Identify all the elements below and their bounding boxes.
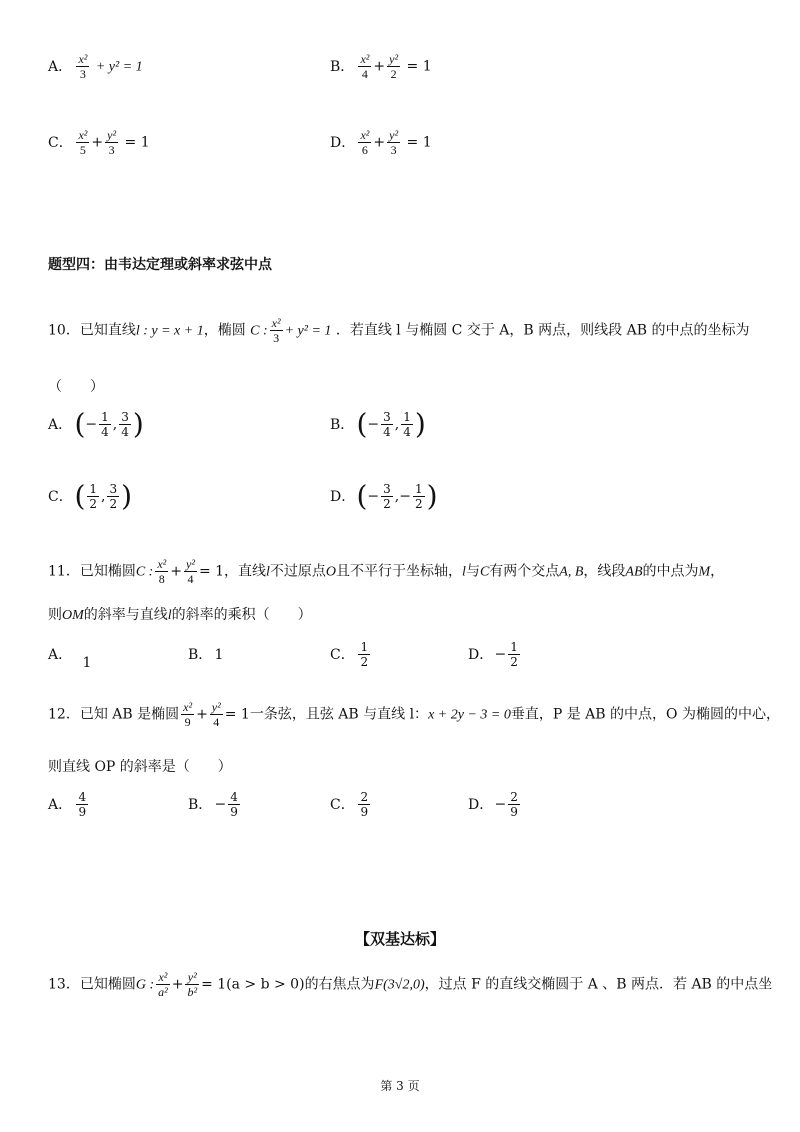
q11-option-c[interactable]: C． $\frac{1}{2}$ [330, 640, 369, 669]
q10-answer-blank: （ ） [48, 379, 104, 395]
fraction: $\frac{\text{x²}}{6}$ [360, 128, 370, 157]
q10-option-a[interactable]: A． (− $\frac{1}{4}$ , $\frac{3}{4}$ ) [48, 407, 144, 441]
q10-stem: 10．已知直线l : y = x + 1，椭圆 C : $\frac{\text{x²}}{3}$ + y² = 1 ．若直线 l 与椭圆 C 交于 A，B 两点，则线段 AB 的中点的坐标为 [48, 316, 750, 345]
fraction: $\frac{\text{y²}}{3}$ [107, 128, 117, 157]
fraction: $\frac{\text{x²}}{4}$ [360, 52, 370, 81]
q12-option-a[interactable]: A． $\frac{4}{9}$ [48, 790, 87, 819]
q9-option-b[interactable]: B． $\frac{\text{x²}}{4}$ + $\frac{\text{y²}}{2}$ = 1 [330, 52, 432, 81]
q10-option-d[interactable]: D． (− $\frac{3}{2}$ ,− $\frac{1}{2}$ ) [330, 479, 438, 513]
q11-stem-line1: 11．已知椭圆C : $\frac{\text{x²}}{8}$ + $\frac{\text{y²}}{4}$ = 1，直线l不过原点O且不平行于坐标轴，l与C有两个交点A, B，线段AB的中点为M， [48, 557, 725, 586]
q12-option-d[interactable]: D． − $\frac{2}{9}$ [468, 790, 518, 819]
q11-stem-line2: 则OM的斜率与直线l的斜率的乘积（ ） [48, 607, 312, 623]
fraction: $\frac{\text{x²}}{8}$ [157, 557, 167, 586]
q10-option-b[interactable]: B． (− $\frac{3}{4}$ , $\frac{1}{4}$ ) [330, 407, 426, 441]
q11-option-a[interactable]: A． 1 [48, 647, 92, 671]
fraction: $\frac{\text{x²}}{3}$ [271, 316, 281, 345]
q12-stem-line1: 12．已知 AB 是椭圆 $\frac{\text{x²}}{9}$ + $\frac{\text{y²}}{4}$ = 1一条弦，且弦 AB 与直线 l：x + 2y − 3 = 0垂直，P 是 AB 的中点，O 为椭圆的中心， [48, 700, 780, 729]
q9-option-d[interactable]: D． $\frac{\text{x²}}{6}$ + $\frac{\text{y²}}{3}$ = 1 [330, 128, 432, 157]
page-number: 第 3 页 [380, 1079, 420, 1093]
q10-option-c[interactable]: C． ( $\frac{1}{2}$ , $\frac{3}{2}$ ) [48, 479, 133, 513]
fraction: $\frac{\text{y²}}{4}$ [211, 700, 221, 729]
fraction: $\frac{\text{x²}}{3}$ [78, 52, 88, 81]
fraction: $\frac{\text{y²}}{2}$ [389, 52, 399, 81]
fraction: $\frac{\text{x²}}{5}$ [78, 128, 88, 157]
section-heading: 【双基达标】 [354, 930, 445, 948]
fraction: $\frac{\text{y²}}{3}$ [389, 128, 399, 157]
q11-option-d[interactable]: D． − $\frac{1}{2}$ [468, 640, 518, 669]
q11-option-b[interactable]: B． 1 [188, 647, 224, 663]
fraction: $\frac{\text{x²}}{9}$ [183, 700, 193, 729]
q13-stem: 13．已知椭圆G : $\frac{\text{x²}}{\text{a²}}$ + $\frac{\text{y²}}{\text{b²}}$ = 1(a > b > 0)的右焦点为F(3√2,0)，过点 F 的直线交椭圆于 A 、B 两点．若 AB 的中点坐 [48, 970, 773, 999]
q9-option-c[interactable]: C． $\frac{\text{x²}}{5}$ + $\frac{\text{y²}}{3}$ = 1 [48, 128, 150, 157]
q9-option-a[interactable]: A． $\frac{\text{x²}}{3}$ + y² = 1 [48, 52, 143, 81]
fraction: $\frac{\text{y²}}{\text{b²}}$ [187, 970, 198, 999]
fraction: $\frac{\text{x²}}{\text{a²}}$ [158, 970, 168, 999]
q12-stem-line2: 则直线 OP 的斜率是（ ） [48, 759, 232, 775]
q12-option-c[interactable]: C． $\frac{2}{9}$ [330, 790, 369, 819]
section-title: 题型四：由韦达定理或斜率求弦中点 [48, 257, 272, 273]
q12-option-b[interactable]: B． − $\frac{4}{9}$ [188, 790, 238, 819]
fraction: $\frac{\text{y²}}{4}$ [186, 557, 195, 586]
